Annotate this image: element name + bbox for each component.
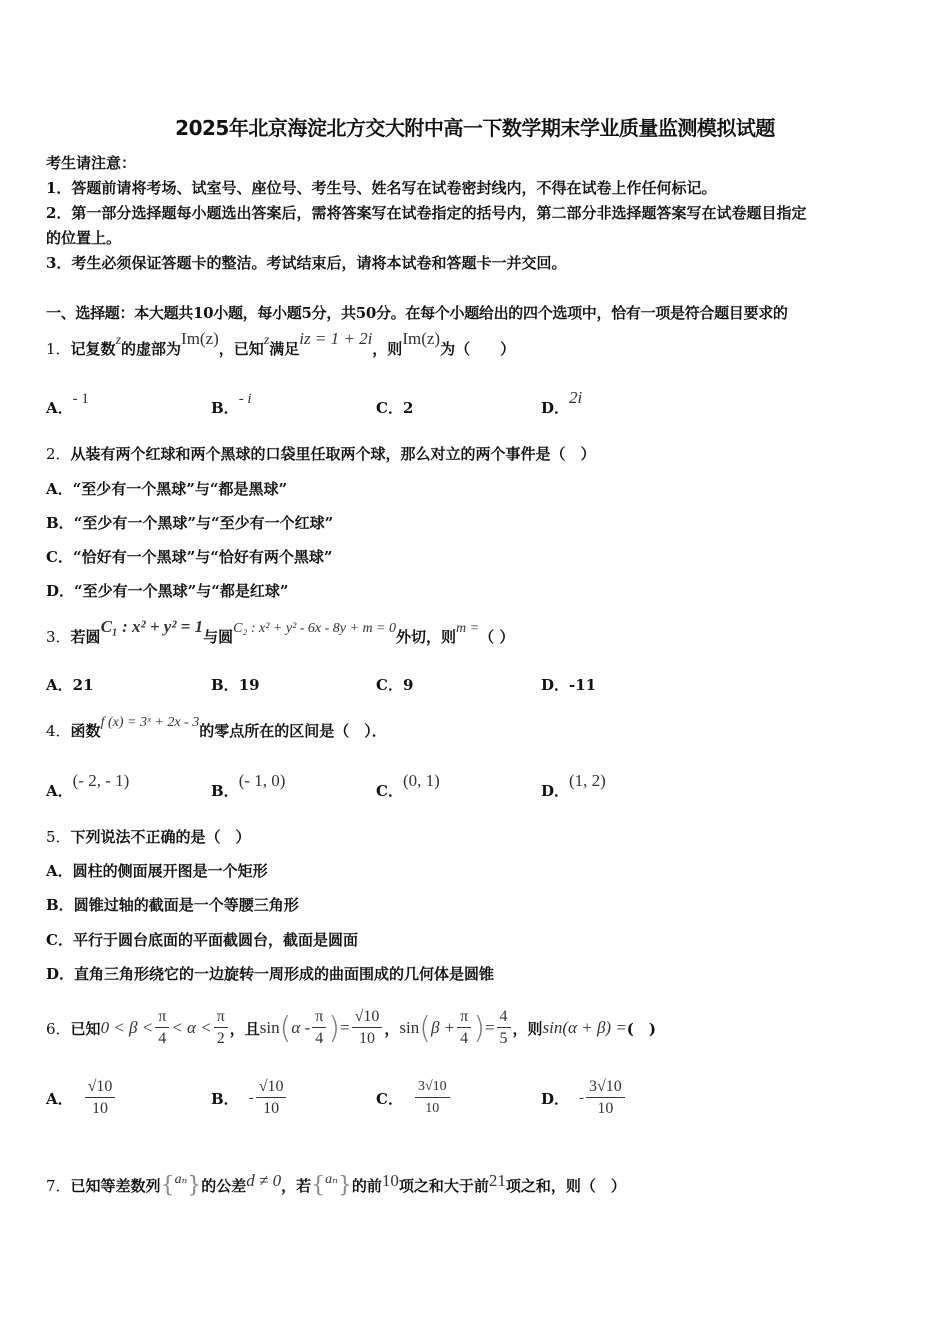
option-value: (1, 2) bbox=[569, 771, 606, 790]
left-paren-icon: ( bbox=[279, 1010, 292, 1046]
right-brace-icon: } bbox=[187, 1172, 202, 1198]
question-text: 的公差 bbox=[201, 1176, 247, 1195]
fraction-pi-over-4 bbox=[155, 1008, 169, 1048]
question-number: 6． bbox=[46, 1019, 71, 1038]
question-4 bbox=[46, 715, 387, 741]
option-fraction bbox=[85, 1078, 116, 1118]
option-label: D． bbox=[46, 965, 75, 983]
q6-option-a[interactable] bbox=[46, 1078, 117, 1118]
option-label: D． bbox=[541, 1089, 570, 1108]
option-label: B． bbox=[46, 514, 74, 532]
option-value: 21 bbox=[72, 676, 94, 694]
option-value: (0, 1) bbox=[402, 771, 440, 790]
fraction-4-over-5 bbox=[497, 1008, 511, 1048]
fraction-numerator: π bbox=[155, 1008, 169, 1028]
q2-option-b[interactable] bbox=[46, 512, 333, 533]
fraction-pi-over-4 bbox=[312, 1008, 326, 1048]
fraction-denominator: 5 bbox=[499, 1030, 508, 1047]
option-value: 平行于圆台底面的平面截圆台，截面是圆面 bbox=[72, 931, 358, 949]
q3-option-c[interactable] bbox=[376, 674, 413, 695]
question-number: 4． bbox=[46, 722, 71, 740]
question-text: 记复数 bbox=[70, 340, 116, 358]
q2-option-d[interactable] bbox=[46, 580, 289, 601]
option-label: D． bbox=[541, 676, 570, 694]
question-text: ， bbox=[384, 1019, 400, 1038]
math-number: 10 bbox=[381, 1171, 399, 1190]
option-label: A． bbox=[46, 399, 73, 417]
option-fraction bbox=[415, 1078, 450, 1118]
fraction-pi-over-4 bbox=[457, 1008, 471, 1048]
option-label: C． bbox=[376, 1089, 403, 1108]
q4-option-a[interactable] bbox=[46, 771, 130, 801]
option-fraction bbox=[256, 1078, 287, 1118]
notice-item-2-cont: 的位置上。 bbox=[46, 229, 122, 247]
option-label: C． bbox=[46, 548, 73, 566]
question-number: 2． bbox=[46, 445, 71, 463]
question-text: 外切，则 bbox=[396, 628, 457, 646]
left-brace-icon: { bbox=[311, 1172, 326, 1198]
question-text: 的前 bbox=[351, 1176, 382, 1195]
fraction-numerator: π bbox=[312, 1008, 326, 1028]
math-circle-c1: C₁ : x² + y² = 1 bbox=[100, 617, 204, 636]
math-common-difference: d ≠ 0 bbox=[246, 1171, 282, 1190]
section-heading: 一、选择题：本大题共10小题，每小题5分，共50分。在每个小题给出的四个选项中，恰有一项是符合题目要求的 bbox=[46, 304, 788, 322]
option-value: “恰好有一个黑球”与“恰好有两个黑球” bbox=[72, 548, 333, 566]
q1-option-b[interactable] bbox=[211, 391, 252, 418]
option-sign: - bbox=[248, 1089, 254, 1106]
question-text: ，已知 bbox=[218, 340, 264, 358]
option-value: 直角三角形绕它的一边旋转一周形成的曲面围成的几何体是圆锥 bbox=[74, 965, 495, 983]
q4-option-d[interactable] bbox=[541, 771, 606, 801]
question-text: 函数 bbox=[70, 722, 101, 740]
question-3 bbox=[46, 617, 515, 647]
question-5 bbox=[46, 826, 251, 847]
math-number: 21 bbox=[488, 1171, 506, 1190]
question-6 bbox=[46, 1000, 656, 1056]
fraction-denominator: 4 bbox=[158, 1030, 167, 1047]
q5-option-d[interactable] bbox=[46, 963, 494, 984]
option-label: A． bbox=[46, 480, 73, 498]
fraction-denominator: 4 bbox=[460, 1030, 469, 1047]
q1-option-c[interactable] bbox=[376, 397, 413, 418]
math-function: f (x) = 3ˣ + 2x - 3 bbox=[100, 715, 200, 730]
notice-item-1: 1．答题前请将考场、试室号、座位号、考生号、姓名写在试卷密封线内，不得在试卷上作任何标记。 bbox=[46, 179, 717, 197]
question-text: （ ） bbox=[479, 628, 515, 646]
q4-option-c[interactable] bbox=[376, 771, 440, 801]
option-label: A． bbox=[46, 676, 73, 694]
fraction-denominator: 10 bbox=[358, 1030, 375, 1047]
q1-option-a[interactable] bbox=[46, 391, 89, 418]
fraction-denominator: 10 bbox=[263, 1100, 280, 1117]
question-number: 7． bbox=[46, 1176, 71, 1195]
q3-option-b[interactable] bbox=[211, 674, 260, 695]
page-title: 2025年北京海淀北方交大附中高一下数学期末学业质量监测模拟试题 bbox=[175, 116, 775, 140]
question-text: 的虚部为 bbox=[121, 340, 182, 358]
q6-option-c[interactable] bbox=[376, 1078, 452, 1118]
question-text: 从装有两个红球和两个黑球的口袋里任取两个球，那么对立的两个事件是（ ） bbox=[70, 445, 596, 463]
option-label: B． bbox=[211, 676, 239, 694]
math-equals: = bbox=[339, 1018, 350, 1037]
option-label: B． bbox=[211, 782, 239, 800]
question-2 bbox=[46, 443, 596, 464]
math-circle-c2: C₂ : x² + y² - 6x - 8y + m = 0 bbox=[233, 621, 397, 636]
fraction-denominator: 2 bbox=[216, 1030, 225, 1047]
left-brace-icon: { bbox=[160, 1172, 175, 1198]
math-m: m = bbox=[456, 621, 480, 636]
fraction-denominator: 10 bbox=[425, 1101, 440, 1116]
q4-option-b[interactable] bbox=[211, 771, 286, 801]
option-label: C． bbox=[376, 676, 403, 694]
option-label: A． bbox=[46, 1089, 73, 1108]
fraction-numerator: 3√10 bbox=[586, 1078, 625, 1098]
math-beta-plus: β + bbox=[430, 1018, 456, 1037]
option-label: D． bbox=[541, 782, 570, 800]
question-text: ，则 bbox=[372, 340, 403, 358]
question-7 bbox=[46, 1170, 626, 1200]
option-value: 2i bbox=[569, 388, 583, 407]
option-value: -11 bbox=[569, 676, 597, 694]
option-value: - 1 bbox=[72, 391, 89, 407]
question-text: ，且 bbox=[229, 1019, 260, 1038]
question-text: 下列说法不正确的是（ ） bbox=[70, 828, 251, 846]
math-imz: Im(z) bbox=[402, 329, 441, 348]
option-label: B． bbox=[46, 896, 74, 914]
option-value: “至少有一个黑球”与“至少有一个红球” bbox=[73, 514, 334, 532]
math-condition: < α < bbox=[171, 1018, 212, 1037]
option-value: 圆柱的侧面展开图是一个矩形 bbox=[72, 862, 268, 880]
question-1 bbox=[46, 329, 516, 359]
option-label: C． bbox=[46, 931, 73, 949]
math-z: z bbox=[115, 333, 122, 348]
q6-option-b[interactable] bbox=[211, 1078, 288, 1118]
option-value: 2 bbox=[402, 399, 414, 417]
option-label: D． bbox=[46, 582, 75, 600]
option-label: C． bbox=[376, 399, 403, 417]
option-label: A． bbox=[46, 782, 73, 800]
q1-option-d[interactable] bbox=[541, 388, 583, 418]
fraction-denominator: 10 bbox=[92, 1100, 109, 1117]
question-number: 3． bbox=[46, 628, 71, 646]
fraction-numerator: 3√10 bbox=[415, 1078, 450, 1098]
question-text: 若圆 bbox=[70, 628, 101, 646]
notice-heading: 考生请注意： bbox=[46, 154, 137, 172]
q5-option-a[interactable] bbox=[46, 860, 268, 881]
question-text: 的零点所在的区间是（ ）． bbox=[199, 722, 387, 740]
math-sin: sin bbox=[259, 1018, 280, 1037]
math-equation: iz = 1 + 2i bbox=[299, 329, 373, 348]
math-z: z bbox=[263, 333, 270, 348]
q3-option-d[interactable] bbox=[541, 674, 596, 695]
notice-item-2: 2．第一部分选择题每小题选出答案后，需将答案写在试卷指定的括号内，第二部分非选择题答案写在试卷题目指定 bbox=[46, 204, 807, 222]
math-sin: sin bbox=[399, 1018, 420, 1037]
question-text: 已知等差数列 bbox=[70, 1176, 161, 1195]
math-target: sin(α + β) = bbox=[542, 1018, 627, 1037]
fraction-numerator: π bbox=[214, 1008, 228, 1028]
fraction-numerator: √10 bbox=[256, 1078, 287, 1098]
question-text: 为（ ） bbox=[440, 340, 516, 358]
q6-option-d[interactable] bbox=[541, 1078, 627, 1118]
question-number: 1． bbox=[46, 340, 71, 358]
question-text: 项之和大于前 bbox=[398, 1176, 489, 1195]
fraction-numerator: π bbox=[457, 1008, 471, 1028]
question-text: ( ) bbox=[626, 1019, 656, 1038]
question-number: 5． bbox=[46, 828, 71, 846]
notice-item-3: 3．考生必须保证答题卡的整洁。考试结束后，请将本试卷和答题卡一并交回。 bbox=[46, 254, 567, 272]
q3-option-a[interactable] bbox=[46, 674, 94, 695]
option-value: “至少有一个黑球”与“都是黑球” bbox=[72, 480, 288, 498]
option-sign: - bbox=[579, 1089, 585, 1106]
math-condition: 0 < β < bbox=[100, 1018, 154, 1037]
right-brace-icon: } bbox=[337, 1172, 352, 1198]
fraction-pi-over-2 bbox=[214, 1008, 228, 1048]
option-label: D． bbox=[541, 399, 570, 417]
option-label: B． bbox=[211, 1089, 239, 1108]
option-label: A． bbox=[46, 862, 73, 880]
question-text: 项之和，则（ ） bbox=[505, 1176, 626, 1195]
option-label: B． bbox=[211, 399, 239, 417]
fraction-numerator: √10 bbox=[85, 1078, 116, 1098]
option-value: “至少有一个黑球”与“都是红球” bbox=[74, 582, 289, 600]
option-value: (- 2, - 1) bbox=[72, 771, 130, 790]
math-imz: Im(z) bbox=[181, 329, 219, 348]
right-paren-icon: ) bbox=[473, 1010, 485, 1046]
fraction-sqrt10-over-10 bbox=[352, 1008, 383, 1048]
question-text: ，则 bbox=[512, 1019, 543, 1038]
option-label: C． bbox=[376, 782, 403, 800]
question-text: 满足 bbox=[269, 340, 300, 358]
option-value: 9 bbox=[402, 676, 414, 694]
option-value: - i bbox=[238, 391, 252, 407]
fraction-denominator: 10 bbox=[597, 1100, 614, 1117]
q2-option-c[interactable] bbox=[46, 546, 332, 567]
question-text: 与圆 bbox=[203, 628, 234, 646]
option-value: (- 1, 0) bbox=[238, 771, 286, 790]
option-fraction bbox=[586, 1078, 625, 1118]
math-sequence: aₙ bbox=[325, 1171, 338, 1187]
q5-option-c[interactable] bbox=[46, 929, 358, 950]
fraction-numerator: 4 bbox=[497, 1008, 511, 1028]
fraction-denominator: 4 bbox=[315, 1030, 324, 1047]
math-alpha-minus: α - bbox=[291, 1018, 311, 1037]
math-sequence: aₙ bbox=[174, 1171, 188, 1187]
fraction-numerator: √10 bbox=[352, 1008, 383, 1028]
question-text: 已知 bbox=[70, 1019, 101, 1038]
option-value: 19 bbox=[238, 676, 260, 694]
q5-option-b[interactable] bbox=[46, 894, 299, 915]
right-paren-icon: ) bbox=[328, 1010, 340, 1046]
question-text: ，若 bbox=[281, 1176, 312, 1195]
left-paren-icon: ( bbox=[419, 1010, 431, 1046]
option-value: 圆锥过轴的截面是一个等腰三角形 bbox=[73, 896, 299, 914]
q2-option-a[interactable] bbox=[46, 478, 287, 499]
math-equals: = bbox=[484, 1018, 495, 1037]
